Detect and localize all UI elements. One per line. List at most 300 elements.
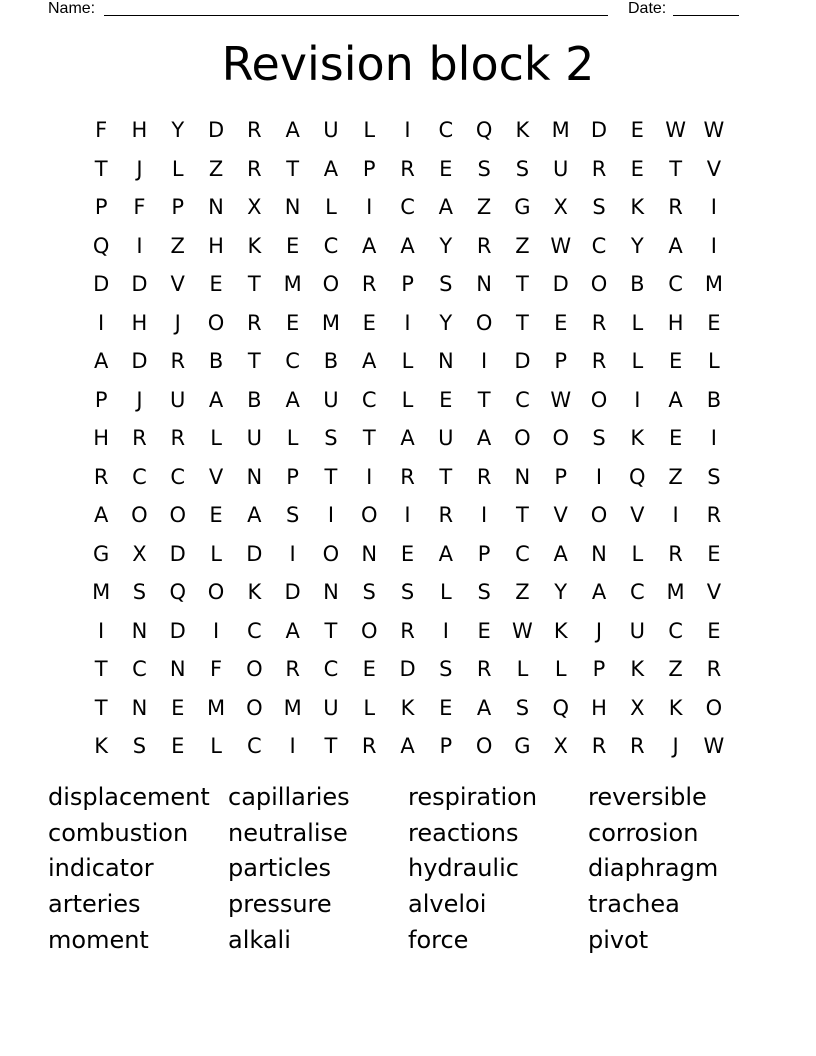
grid-cell: A bbox=[553, 541, 568, 566]
word-list-item: pressure bbox=[228, 890, 332, 919]
grid-cell: X bbox=[553, 734, 568, 759]
grid-cell: D bbox=[246, 541, 263, 566]
grid-cell: R bbox=[706, 657, 722, 682]
grid-cell: D bbox=[399, 657, 416, 682]
worksheet-header bbox=[48, 0, 748, 20]
grid-cell: C bbox=[438, 118, 454, 143]
grid-cell: A bbox=[362, 233, 377, 258]
grid-cell: E bbox=[209, 503, 223, 528]
grid-cell: O bbox=[590, 503, 608, 528]
word-list-item: combustion bbox=[48, 818, 189, 847]
grid-cell: L bbox=[401, 349, 414, 374]
grid-cell: E bbox=[171, 734, 185, 759]
grid-cell: I bbox=[366, 195, 373, 220]
grid-cell: N bbox=[437, 349, 454, 374]
grid-cell: C bbox=[247, 734, 262, 759]
grid-cell: V bbox=[208, 464, 224, 489]
grid-cell: E bbox=[707, 541, 721, 566]
grid-cell: A bbox=[247, 503, 262, 528]
grid-cell: A bbox=[285, 387, 300, 412]
grid-cell: O bbox=[207, 580, 225, 605]
grid-cell: T bbox=[324, 618, 338, 643]
grid-cell: J bbox=[672, 734, 679, 759]
grid-cell: F bbox=[133, 195, 146, 220]
grid-cell: N bbox=[323, 580, 339, 605]
grid-cell: I bbox=[98, 618, 105, 643]
grid-cell: I bbox=[710, 195, 717, 220]
grid-cell: T bbox=[324, 734, 338, 759]
grid-cell: P bbox=[401, 272, 414, 297]
grid-cell: S bbox=[132, 734, 147, 759]
grid-cell: O bbox=[360, 618, 378, 643]
grid-cell: R bbox=[170, 349, 186, 374]
grid-cell: R bbox=[170, 426, 186, 451]
grid-cell: Z bbox=[170, 233, 185, 258]
grid-cell: T bbox=[362, 426, 376, 451]
word-list bbox=[48, 780, 768, 958]
grid-cell: E bbox=[400, 541, 415, 566]
grid-cell: R bbox=[668, 541, 683, 566]
grid-cell: I bbox=[366, 464, 373, 489]
grid-cell: H bbox=[667, 310, 684, 335]
grid-cell: Z bbox=[668, 464, 683, 489]
grid-cell: A bbox=[476, 695, 492, 720]
grid-cell: E bbox=[439, 387, 453, 412]
grid-cell: P bbox=[592, 657, 606, 682]
page-title: Revision block 2 bbox=[221, 37, 595, 91]
grid-cell: C bbox=[400, 195, 415, 220]
grid-cell: R bbox=[438, 503, 454, 528]
word-list-item: trachea bbox=[588, 890, 680, 919]
grid-cell: B bbox=[247, 387, 262, 412]
grid-cell: E bbox=[707, 618, 721, 643]
grid-cell: E bbox=[439, 156, 453, 181]
grid-cell: D bbox=[131, 349, 148, 374]
grid-cell: M bbox=[206, 695, 226, 720]
grid-cell: S bbox=[707, 464, 721, 489]
grid-cell: H bbox=[93, 426, 110, 451]
grid-cell: K bbox=[630, 657, 645, 682]
grid-cell: A bbox=[438, 195, 453, 220]
grid-cell: A bbox=[323, 156, 339, 181]
date-blank-line bbox=[673, 0, 739, 16]
grid-cell: L bbox=[708, 349, 720, 374]
grid-cell: A bbox=[93, 503, 109, 528]
grid-cell: V bbox=[170, 272, 185, 297]
grid-cell: U bbox=[323, 118, 339, 143]
grid-cell: A bbox=[591, 580, 607, 605]
grid-cell: S bbox=[592, 195, 606, 220]
grid-cell: E bbox=[285, 233, 300, 258]
grid-cell: A bbox=[400, 233, 415, 258]
grid-cell: R bbox=[361, 272, 377, 297]
grid-cell: E bbox=[285, 310, 300, 335]
grid-cell: T bbox=[247, 349, 261, 374]
grid-cell: V bbox=[706, 156, 722, 181]
grid-cell: L bbox=[631, 541, 644, 566]
grid-cell: L bbox=[363, 695, 376, 720]
grid-cell: I bbox=[710, 233, 717, 258]
grid-cell: E bbox=[668, 426, 683, 451]
grid-cell: R bbox=[591, 349, 607, 374]
grid-cell: T bbox=[94, 156, 108, 181]
grid-cell: C bbox=[591, 233, 607, 258]
grid-cell: A bbox=[438, 541, 453, 566]
grid-cell: U bbox=[323, 695, 339, 720]
grid-cell: A bbox=[668, 233, 683, 258]
grid-cell: X bbox=[630, 695, 645, 720]
grid-cell: C bbox=[132, 657, 147, 682]
grid-cell: C bbox=[515, 387, 530, 412]
grid-cell: N bbox=[476, 272, 492, 297]
grid-cell: M bbox=[283, 695, 302, 720]
grid-cell: O bbox=[246, 657, 263, 682]
grid-cell: O bbox=[360, 503, 378, 528]
grid-cell: R bbox=[591, 310, 607, 335]
grid-cell: P bbox=[554, 349, 568, 374]
date-label: Date: bbox=[628, 0, 667, 17]
grid-cell: N bbox=[169, 657, 186, 682]
grid-cell: E bbox=[707, 310, 721, 335]
grid-cell: R bbox=[476, 657, 492, 682]
grid-cell: C bbox=[629, 580, 645, 605]
grid-cell: R bbox=[476, 233, 492, 258]
grid-cell: Q bbox=[475, 118, 493, 143]
grid-cell: L bbox=[439, 580, 452, 605]
grid-cell: C bbox=[132, 464, 147, 489]
grid-cell: C bbox=[668, 618, 683, 643]
grid-cell: O bbox=[131, 503, 148, 528]
grid-cell: Z bbox=[515, 580, 530, 605]
grid-cell: A bbox=[285, 118, 300, 143]
grid-cell: I bbox=[481, 349, 488, 374]
grid-cell: G bbox=[514, 195, 531, 220]
grid-cell: C bbox=[515, 541, 530, 566]
grid-cell: I bbox=[672, 503, 679, 528]
grid-cell: L bbox=[286, 426, 299, 451]
grid-cell: E bbox=[630, 118, 644, 143]
grid-cell: S bbox=[515, 156, 530, 181]
grid-cell: J bbox=[136, 156, 143, 181]
word-list-item: capillaries bbox=[228, 783, 350, 811]
grid-cell: P bbox=[477, 541, 491, 566]
grid-cell: R bbox=[706, 503, 722, 528]
grid-cell: T bbox=[324, 464, 338, 489]
grid-cell: X bbox=[132, 541, 147, 566]
grid-cell: I bbox=[481, 503, 488, 528]
grid-cell: O bbox=[590, 387, 608, 412]
grid-cell: H bbox=[591, 695, 607, 720]
word-list-item: diaphragm bbox=[588, 854, 719, 883]
grid-cell: Z bbox=[668, 657, 683, 682]
grid-cell: Y bbox=[630, 233, 644, 258]
grid-cell: P bbox=[286, 464, 299, 489]
grid-cell: H bbox=[208, 233, 224, 258]
grid-cell: T bbox=[439, 464, 453, 489]
grid-cell: D bbox=[514, 349, 531, 374]
grid-cell: L bbox=[210, 541, 222, 566]
grid-cell: A bbox=[668, 387, 683, 412]
grid-cell: S bbox=[362, 580, 376, 605]
grid-cell: D bbox=[93, 272, 110, 297]
word-list-item: moment bbox=[48, 925, 149, 954]
grid-cell: F bbox=[209, 657, 223, 682]
grid-cell: P bbox=[362, 156, 376, 181]
grid-cell: I bbox=[327, 503, 335, 528]
word-list-item: alkali bbox=[228, 925, 291, 954]
word-list-item: respiration bbox=[408, 783, 538, 811]
grid-cell: S bbox=[592, 426, 606, 451]
grid-cell: T bbox=[247, 272, 261, 297]
grid-cell: F bbox=[95, 118, 108, 143]
grid-cell: N bbox=[208, 195, 224, 220]
grid-cell: T bbox=[477, 387, 491, 412]
grid-cell: R bbox=[591, 156, 607, 181]
grid-cell: O bbox=[514, 426, 531, 451]
grid-cell: P bbox=[94, 195, 108, 220]
grid-cell: S bbox=[285, 503, 300, 528]
grid-cell: I bbox=[289, 541, 296, 566]
grid-cell: L bbox=[554, 657, 567, 682]
grid-cell: Y bbox=[554, 580, 568, 605]
grid-cell: T bbox=[94, 657, 108, 682]
word-list-item: arteries bbox=[48, 890, 141, 919]
grid-cell: T bbox=[669, 156, 683, 181]
grid-cell: I bbox=[595, 464, 603, 489]
grid-cell: H bbox=[131, 310, 148, 335]
grid-cell: E bbox=[171, 695, 185, 720]
grid-cell: Z bbox=[515, 233, 530, 258]
grid-cell: K bbox=[553, 618, 568, 643]
grid-cell: D bbox=[207, 118, 225, 143]
grid-cell: O bbox=[705, 695, 723, 720]
grid-cell: O bbox=[552, 426, 569, 451]
grid-cell: R bbox=[668, 195, 683, 220]
grid-cell: S bbox=[439, 657, 453, 682]
grid-cell: I bbox=[289, 734, 296, 759]
grid-cell: K bbox=[515, 118, 530, 143]
grid-cell: W bbox=[512, 618, 533, 643]
word-list-item: displacement bbox=[48, 783, 210, 811]
grid-cell: R bbox=[361, 734, 377, 759]
word-list-item: particles bbox=[228, 854, 332, 883]
grid-cell: R bbox=[400, 618, 415, 643]
word-list-item: reversible bbox=[588, 783, 707, 811]
grid-cell: L bbox=[171, 156, 184, 181]
grid-cell: E bbox=[668, 349, 683, 374]
grid-cell: W bbox=[550, 233, 572, 258]
grid-cell: R bbox=[476, 464, 492, 489]
grid-cell: S bbox=[132, 580, 147, 605]
grid-cell: G bbox=[93, 541, 110, 566]
grid-cell: R bbox=[247, 310, 262, 335]
grid-cell: J bbox=[595, 618, 603, 643]
grid-cell: D bbox=[169, 618, 186, 643]
word-list-item: corrosion bbox=[588, 818, 699, 847]
grid-cell: A bbox=[285, 618, 300, 643]
word-search-grid bbox=[82, 111, 733, 766]
grid-cell: D bbox=[131, 272, 148, 297]
grid-cell: Y bbox=[171, 118, 185, 143]
word-list-item: reactions bbox=[408, 818, 519, 847]
grid-cell: M bbox=[92, 580, 111, 605]
grid-cell: T bbox=[94, 695, 108, 720]
name-blank-line bbox=[104, 0, 608, 16]
grid-cell: N bbox=[284, 195, 301, 220]
grid-cell: L bbox=[631, 349, 644, 374]
grid-cell: N bbox=[514, 464, 531, 489]
grid-cell: C bbox=[323, 233, 339, 258]
grid-cell: V bbox=[706, 580, 722, 605]
grid-cell: U bbox=[629, 618, 645, 643]
grid-cell: O bbox=[322, 272, 340, 297]
grid-cell: L bbox=[325, 195, 337, 220]
grid-cell: E bbox=[477, 618, 491, 643]
grid-cell: I bbox=[634, 387, 641, 412]
grid-cell: O bbox=[169, 503, 186, 528]
grid-cell: N bbox=[131, 695, 148, 720]
grid-cell: R bbox=[247, 118, 262, 143]
grid-cell: Q bbox=[92, 233, 110, 258]
grid-cell: L bbox=[516, 657, 529, 682]
grid-cell: J bbox=[174, 310, 181, 335]
grid-cell: M bbox=[551, 118, 570, 143]
grid-cell: I bbox=[442, 618, 449, 643]
grid-cell: O bbox=[207, 310, 225, 335]
grid-cell: D bbox=[284, 580, 301, 605]
grid-cell: R bbox=[400, 156, 415, 181]
grid-cell: H bbox=[131, 118, 148, 143]
grid-cell: R bbox=[400, 464, 415, 489]
grid-cell: U bbox=[323, 387, 339, 412]
grid-cell: C bbox=[247, 618, 262, 643]
grid-cell: P bbox=[171, 195, 185, 220]
grid-cell: I bbox=[710, 426, 717, 451]
word-list-item: force bbox=[408, 925, 469, 954]
grid-cell: Q bbox=[552, 695, 569, 720]
grid-cell: X bbox=[553, 195, 568, 220]
grid-cell: N bbox=[361, 541, 378, 566]
grid-cell: A bbox=[208, 387, 224, 412]
name-label: Name: bbox=[48, 0, 96, 17]
grid-cell: L bbox=[363, 118, 376, 143]
grid-cell: S bbox=[324, 426, 338, 451]
grid-cell: I bbox=[404, 503, 411, 528]
grid-cell: K bbox=[630, 426, 645, 451]
grid-cell: G bbox=[514, 734, 531, 759]
grid-cell: E bbox=[554, 310, 568, 335]
grid-cell: W bbox=[703, 118, 725, 143]
grid-cell: K bbox=[630, 195, 645, 220]
word-list-item: alveloi bbox=[408, 890, 487, 919]
grid-cell: R bbox=[591, 734, 607, 759]
grid-cell: O bbox=[475, 310, 493, 335]
grid-cell: S bbox=[477, 156, 491, 181]
grid-cell: N bbox=[131, 618, 148, 643]
grid-cell: L bbox=[210, 426, 222, 451]
grid-cell: D bbox=[552, 272, 569, 297]
grid-cell: U bbox=[246, 426, 263, 451]
grid-cell: I bbox=[212, 618, 220, 643]
grid-cell: P bbox=[94, 387, 108, 412]
grid-cell: E bbox=[439, 695, 453, 720]
word-list-item: indicator bbox=[48, 854, 154, 883]
grid-cell: I bbox=[404, 310, 411, 335]
grid-cell: S bbox=[515, 695, 530, 720]
grid-cell: D bbox=[590, 118, 608, 143]
grid-cell: N bbox=[246, 464, 263, 489]
grid-cell: Y bbox=[439, 233, 453, 258]
grid-cell: I bbox=[404, 118, 411, 143]
grid-cell: W bbox=[703, 734, 725, 759]
grid-cell: K bbox=[94, 734, 109, 759]
grid-cell: W bbox=[550, 387, 572, 412]
grid-cell: A bbox=[400, 426, 415, 451]
grid-cell: U bbox=[553, 156, 569, 181]
grid-cell: L bbox=[210, 734, 222, 759]
grid-cell: A bbox=[400, 734, 415, 759]
grid-cell: W bbox=[665, 118, 686, 143]
grid-cell: M bbox=[704, 272, 723, 297]
grid-cell: P bbox=[439, 734, 453, 759]
grid-cell: A bbox=[362, 349, 377, 374]
grid-cell: C bbox=[285, 349, 300, 374]
grid-cell: J bbox=[136, 387, 143, 412]
grid-cell: S bbox=[477, 580, 491, 605]
grid-cell: C bbox=[323, 657, 339, 682]
grid-cell: U bbox=[170, 387, 186, 412]
grid-cell: K bbox=[247, 233, 262, 258]
grid-cell: A bbox=[93, 349, 109, 374]
grid-cell: E bbox=[630, 156, 644, 181]
grid-cell: Z bbox=[476, 195, 492, 220]
grid-cell: R bbox=[285, 657, 300, 682]
grid-cell: R bbox=[132, 426, 147, 451]
grid-cell: T bbox=[516, 503, 529, 528]
grid-cell: L bbox=[401, 387, 414, 412]
grid-cell: Q bbox=[169, 580, 186, 605]
grid-cell: V bbox=[553, 503, 568, 528]
grid-cell: I bbox=[136, 233, 143, 258]
grid-cell: T bbox=[516, 310, 529, 335]
grid-cell: B bbox=[630, 272, 645, 297]
grid-cell: K bbox=[400, 695, 415, 720]
word-list-item: pivot bbox=[588, 925, 649, 954]
grid-cell: A bbox=[476, 426, 492, 451]
grid-cell: E bbox=[209, 272, 223, 297]
grid-cell: X bbox=[247, 195, 262, 220]
grid-cell: I bbox=[98, 310, 105, 335]
grid-cell: M bbox=[283, 272, 302, 297]
word-list-item: neutralise bbox=[228, 818, 348, 847]
grid-cell: S bbox=[439, 272, 453, 297]
grid-cell: K bbox=[247, 580, 262, 605]
word-list-item: hydraulic bbox=[408, 854, 519, 883]
grid-cell: M bbox=[321, 310, 340, 335]
grid-cell: C bbox=[668, 272, 683, 297]
grid-cell: R bbox=[247, 156, 262, 181]
grid-cell: O bbox=[246, 695, 263, 720]
grid-cell: E bbox=[362, 310, 376, 335]
grid-cell: K bbox=[668, 695, 683, 720]
grid-cell: Z bbox=[208, 156, 224, 181]
grid-cell: V bbox=[630, 503, 645, 528]
grid-cell: B bbox=[706, 387, 722, 412]
grid-cell: L bbox=[631, 310, 644, 335]
grid-cell: S bbox=[400, 580, 415, 605]
grid-cell: B bbox=[208, 349, 224, 374]
grid-cell: B bbox=[323, 349, 339, 374]
